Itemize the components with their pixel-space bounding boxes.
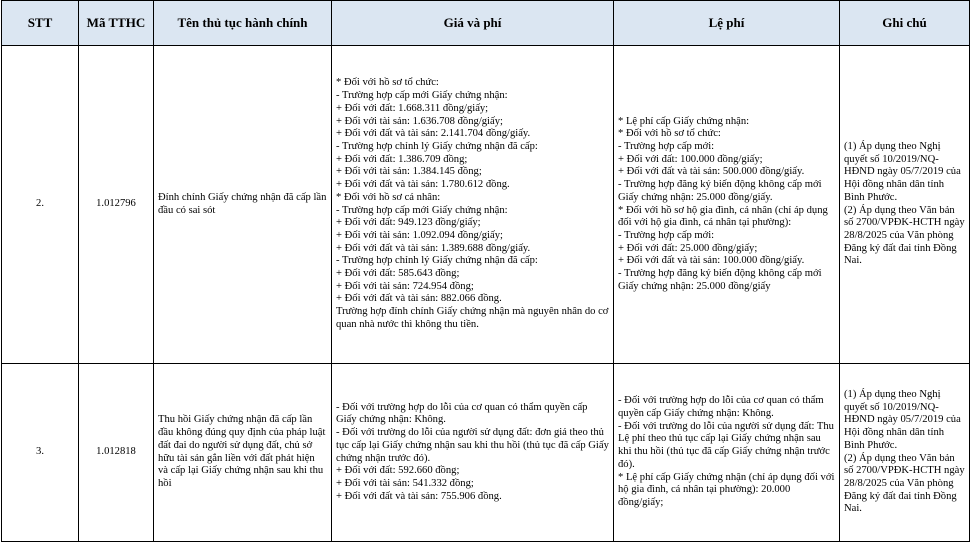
cell-ma-tthc: 1.012818 (79, 364, 154, 542)
gia-phi-line: + Đối với đất và tài sản: 2.141.704 đồng/giấy. (336, 128, 531, 140)
gia-phi-line: - Trường hợp chỉnh lý Giấy chứng nhận đã cấp: (336, 140, 538, 152)
gia-phi-line: + Đối với tài sản: 1.384.145 đồng; (336, 166, 482, 178)
cell-gia-phi (332, 364, 614, 542)
le-phi-line: + Đối với đất: 100.000 đồng/giấy; (618, 153, 763, 165)
gia-phi-line: - Đối với trường hợp do lỗi của cơ quan có thẩm quyền cấp Giấy chứng nhận: Không. (336, 401, 588, 426)
gia-phi-line: + Đối với đất và tài sản: 1.780.612 đồng. (336, 179, 510, 191)
table-row (2, 46, 970, 364)
gia-phi-line: + Đối với đất và tài sản: 882.066 đồng. (336, 293, 502, 305)
gia-phi-line: + Đối với tài sản: 1.092.094 đồng/giấy; (336, 229, 503, 241)
cell-ghi-chu (840, 46, 970, 364)
header-row (2, 1, 970, 46)
gia-phi-line: + Đối với đất: 585.643 đồng; (336, 268, 460, 280)
le-phi-line: * Lệ phí cấp Giấy chứng nhận: (618, 115, 750, 127)
gia-phi-line: + Đối với đất: 1.668.311 đồng/giấy; (336, 102, 489, 114)
cell-le-phi (614, 46, 840, 364)
cell-ma-tthc: 1.012796 (79, 46, 154, 364)
header-ten-thu-tuc: Tên thủ tục hành chính (154, 1, 332, 46)
gia-phi-line: - Trường hợp chỉnh lý Giấy chứng nhận đã cấp: (336, 255, 538, 267)
fee-table (1, 0, 970, 542)
cell-gia-phi (332, 46, 614, 364)
le-phi-line: - Đối với trường hợp do lỗi của cơ quan có thẩm quyền cấp Giấy chứng nhận: Không. (618, 395, 824, 420)
le-phi-line: * Lệ phí cấp Giấy chứng nhận (chỉ áp dụng đối với hộ gia đình, cá nhân tại phường): 20.000 đồng/giấy; (618, 471, 835, 508)
header-ma-tthc: Mã TTHC (79, 1, 154, 46)
le-phi-line: + Đối với đất và tài sản: 100.000 đồng/giấy. (618, 255, 805, 267)
le-phi-line: * Đối với hồ sơ tổ chức: (618, 128, 721, 140)
gia-phi-line: - Trường hợp cấp mới Giấy chứng nhận: (336, 204, 508, 216)
le-phi-line: + Đối với đất và tài sản: 500.000 đồng/giấy. (618, 166, 805, 178)
gia-phi-line: + Đối với tài sản: 541.332 đồng; (336, 477, 474, 489)
header-gia-phi: Giá và phí (332, 1, 614, 46)
ghi-chu-line: (2) Áp dụng theo Văn bản số 2700/VPĐK-HCTH ngày 28/8/2025 của Văn phòng Đăng ký đất đai tỉnh Đồng Nai. (844, 204, 965, 267)
gia-phi-line: + Đối với đất: 592.660 đồng; (336, 465, 460, 477)
le-phi-line: - Trường hợp đăng ký biến động không cấp mới Giấy chứng nhận: 25.000 đồng/giấy. (618, 179, 822, 203)
le-phi-line: * Đối với hồ sơ hộ gia đình, cá nhân (chỉ áp dụng đối với hộ gia đình, cá nhân tại phường): (618, 204, 828, 229)
le-phi-line: - Trường hợp cấp mới: (618, 229, 715, 241)
ghi-chu-line: (1) Áp dụng theo Nghị quyết số 10/2019/NQ-HĐND ngày 05/7/2019 của Hội đồng nhân dân tỉnh Bình Phước. (844, 140, 961, 203)
le-phi-line: + Đối với đất: 25.000 đồng/giấy; (618, 242, 758, 254)
cell-ten-thu-tuc: Đính chính Giấy chứng nhận đã cấp lần đầu có sai sót (154, 46, 332, 364)
gia-phi-line: + Đối với đất: 949.123 đồng/giấy; (336, 217, 481, 229)
cell-ten-thu-tuc: Thu hồi Giấy chứng nhận đã cấp lần đầu không đúng quy định của pháp luật đất đai do người sử dụng đất, chủ sở hữu tài sản gắn liền với đất phát hiện và cấp lại Giấy chứng nhận sau khi thu hồi (154, 364, 332, 542)
ghi-chu-line: (2) Áp dụng theo Văn bản số 2700/VPĐK-HCTH ngày 28/8/2025 của Văn phòng Đăng ký đất đai tỉnh Đồng Nai. (844, 452, 965, 515)
gia-phi-line: * Đối với hồ sơ tổ chức: (336, 77, 439, 89)
cell-stt: 3. (2, 364, 79, 542)
ghi-chu-line: (1) Áp dụng theo Nghị quyết số 10/2019/NQ-HĐND ngày 05/7/2019 của Hội đồng nhân dân tỉnh Bình Phước. (844, 388, 961, 451)
gia-phi-line: * Đối với hồ sơ cá nhân: (336, 191, 441, 203)
gia-phi-line: + Đối với tài sản: 1.636.708 đồng/giấy; (336, 115, 503, 127)
gia-phi-line: - Trường hợp cấp mới Giấy chứng nhận: (336, 90, 508, 102)
cell-stt: 2. (2, 46, 79, 364)
gia-phi-line: - Đối với trường do lỗi của người sử dụng đất: đơn giá theo thủ tục cấp lại Giấy chứng nhận sau khi thu hồi (thủ tục đã cấp Giấy chứng nhận trước đó). (336, 427, 609, 464)
gia-phi-line: + Đối với đất: 1.386.709 đồng; (336, 153, 468, 165)
cell-ghi-chu (840, 364, 970, 542)
le-phi-line: - Trường hợp đăng ký biến động không cấp mới Giấy chứng nhận: 25.000 đồng/giấy (618, 268, 822, 292)
le-phi-line: - Trường hợp cấp mới: (618, 140, 715, 152)
header-le-phi: Lệ phí (614, 1, 840, 46)
gia-phi-line: + Đối với đất và tài sản: 1.389.688 đồng/giấy. (336, 242, 531, 254)
header-ghi-chu: Ghi chú (840, 1, 970, 46)
table-row (2, 364, 970, 542)
le-phi-line: - Đối với trường do lỗi của người sử dụng đất: Thu Lệ phí theo thủ tục cấp lại Giấy chứng nhận sau khi thu hồi (thủ tục đã cấp Giấy chứng nhận trước đó). (618, 420, 834, 470)
cell-le-phi (614, 364, 840, 542)
gia-phi-line: Trường hợp đính chính Giấy chứng nhận mà nguyên nhân do cơ quan nhà nước thì không thu tiền. (336, 306, 609, 330)
gia-phi-line: + Đối với đất và tài sản: 755.906 đồng. (336, 490, 502, 502)
header-stt: STT (2, 1, 79, 46)
gia-phi-line: + Đối với tài sản: 724.954 đồng; (336, 280, 474, 292)
